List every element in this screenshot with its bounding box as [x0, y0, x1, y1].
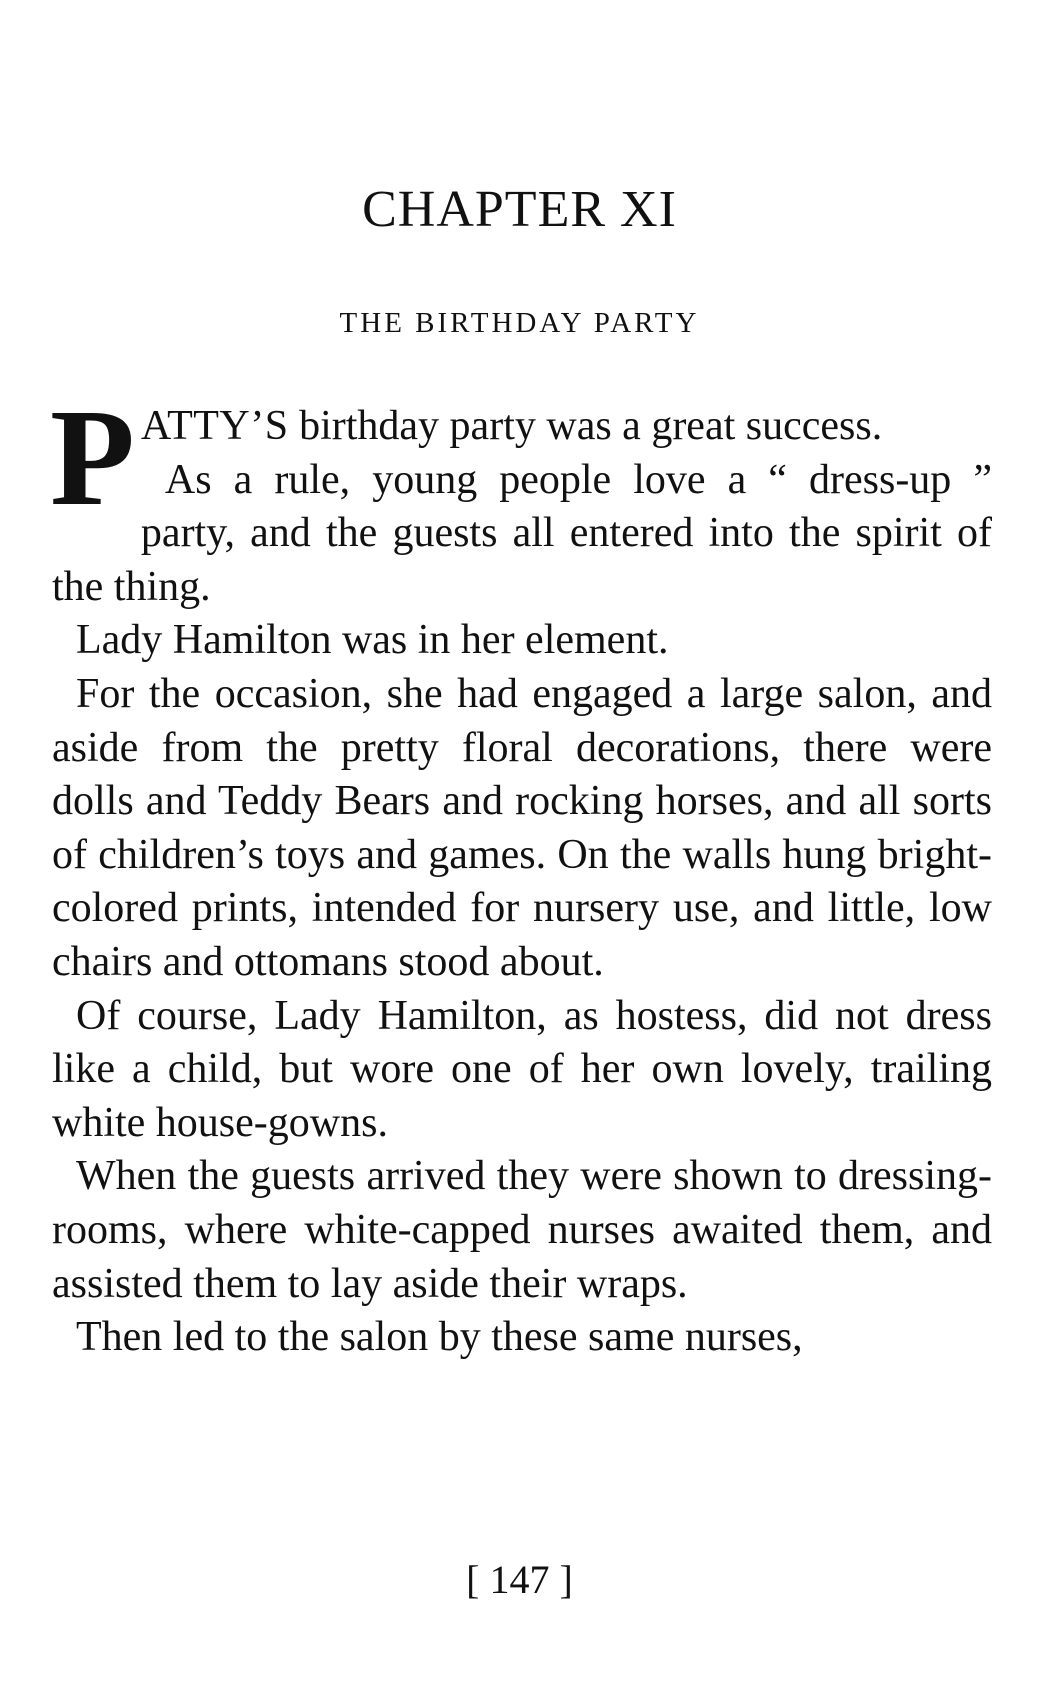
paragraph: For the occasion, she had engaged a large salon, and aside from the pretty floral decorations, there were dolls and Teddy Bears and rocking horses, and all sorts of children’s toys and games. On the walls hung bright-colored prints, intended for nursery use, and little, low chairs and ottomans stood about.	[52, 670, 992, 985]
chapter-body	[50, 381, 992, 1365]
paragraph: Lady Hamilton was in her element.	[76, 617, 669, 664]
paragraph: As a rule, young people love a “ dress-up ” party, and the guests all entered into the spirit of the thing.	[52, 456, 992, 610]
paragraph: Of course, Lady Hamilton, as hostess, did not dress like a child, but wore one of her own lovely, trailing white house-gowns.	[52, 992, 992, 1146]
page-number: [ 147 ]	[466, 1557, 573, 1602]
chapter-title: CHAPTER XI	[362, 181, 677, 238]
drop-cap: P	[50, 381, 135, 535]
paragraph: Then led to the salon by these same nurses,	[76, 1314, 803, 1361]
paragraph-text: birthday party was a great success.	[288, 403, 883, 449]
chapter-subtitle: THE BIRTHDAY PARTY	[339, 307, 700, 339]
lead-word: ATTY’S	[140, 403, 289, 449]
paragraph: When the guests arrived they were shown to dressing-rooms, where white-capped nurses awaited them, and assisted them to lay aside their wraps.	[52, 1153, 992, 1307]
